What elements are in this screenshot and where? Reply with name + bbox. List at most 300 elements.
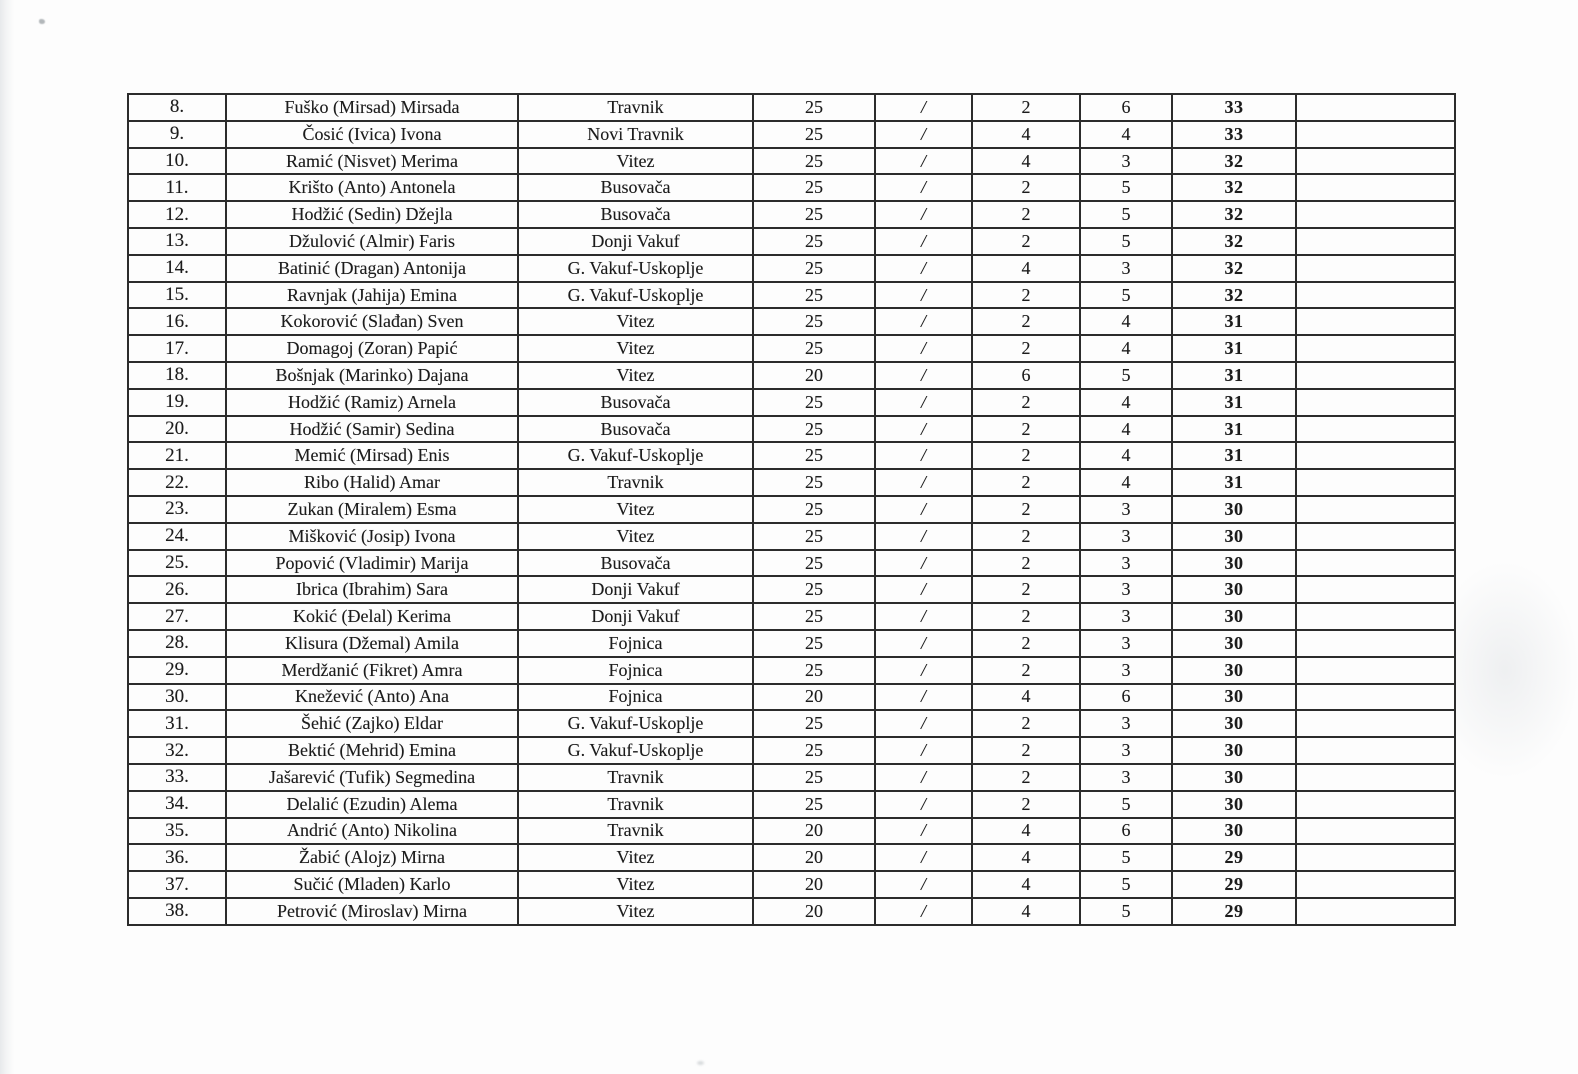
rank-cell: 13. — [128, 228, 226, 255]
total-cell: 30 — [1172, 710, 1296, 737]
notes-cell — [1296, 255, 1455, 282]
notes-cell — [1296, 764, 1455, 791]
table-row — [128, 255, 1455, 282]
table-row — [128, 684, 1455, 711]
city-cell: Travnik — [518, 818, 753, 845]
total-cell: 31 — [1172, 416, 1296, 443]
score-b-cell: 2 — [972, 94, 1080, 121]
score-a-cell: 25 — [753, 603, 875, 630]
table-row — [128, 442, 1455, 469]
name-cell: Žabić (Alojz) Mirna — [226, 844, 518, 871]
table-row — [128, 710, 1455, 737]
slash-cell: / — [875, 335, 972, 362]
score-c-cell: 6 — [1080, 684, 1172, 711]
total-cell: 30 — [1172, 576, 1296, 603]
city-cell: Busovača — [518, 416, 753, 443]
total-cell: 32 — [1172, 201, 1296, 228]
total-cell: 31 — [1172, 469, 1296, 496]
score-b-cell: 4 — [972, 844, 1080, 871]
table-row — [128, 282, 1455, 309]
name-cell: Hodžić (Ramiz) Arnela — [226, 389, 518, 416]
slash-cell: / — [875, 148, 972, 175]
rank-cell: 23. — [128, 496, 226, 523]
table-row — [128, 791, 1455, 818]
score-a-cell: 25 — [753, 737, 875, 764]
slash-cell: / — [875, 228, 972, 255]
total-cell: 32 — [1172, 282, 1296, 309]
slash-cell: / — [875, 818, 972, 845]
score-a-cell: 20 — [753, 871, 875, 898]
rank-cell: 34. — [128, 791, 226, 818]
notes-cell — [1296, 576, 1455, 603]
slash-cell: / — [875, 898, 972, 925]
name-cell: Mišković (Josip) Ivona — [226, 523, 518, 550]
table-row — [128, 148, 1455, 175]
rank-cell: 35. — [128, 818, 226, 845]
name-cell: Čosić (Ivica) Ivona — [226, 121, 518, 148]
notes-cell — [1296, 282, 1455, 309]
city-cell: Vitez — [518, 898, 753, 925]
score-b-cell: 2 — [972, 469, 1080, 496]
notes-cell — [1296, 550, 1455, 577]
table-row — [128, 630, 1455, 657]
rank-cell: 12. — [128, 201, 226, 228]
name-cell: Šehić (Zajko) Eldar — [226, 710, 518, 737]
city-cell: Vitez — [518, 844, 753, 871]
slash-cell: / — [875, 255, 972, 282]
table-row — [128, 657, 1455, 684]
name-cell: Andrić (Anto) Nikolina — [226, 818, 518, 845]
rank-cell: 18. — [128, 362, 226, 389]
notes-cell — [1296, 148, 1455, 175]
notes-cell — [1296, 523, 1455, 550]
score-b-cell: 2 — [972, 335, 1080, 362]
name-cell: Ibrica (Ibrahim) Sara — [226, 576, 518, 603]
slash-cell: / — [875, 523, 972, 550]
score-b-cell: 2 — [972, 201, 1080, 228]
score-b-cell: 2 — [972, 523, 1080, 550]
city-cell: Donji Vakuf — [518, 603, 753, 630]
score-a-cell: 25 — [753, 657, 875, 684]
score-a-cell: 25 — [753, 710, 875, 737]
name-cell: Kokorović (Slađan) Sven — [226, 308, 518, 335]
score-a-cell: 25 — [753, 94, 875, 121]
score-b-cell: 2 — [972, 416, 1080, 443]
rank-cell: 32. — [128, 737, 226, 764]
name-cell: Delalić (Ezudin) Alema — [226, 791, 518, 818]
results-table — [127, 93, 1456, 926]
notes-cell — [1296, 228, 1455, 255]
table-row — [128, 121, 1455, 148]
score-c-cell: 3 — [1080, 255, 1172, 282]
slash-cell: / — [875, 844, 972, 871]
slash-cell: / — [875, 442, 972, 469]
slash-cell: / — [875, 174, 972, 201]
score-a-cell: 20 — [753, 684, 875, 711]
city-cell: Fojnica — [518, 630, 753, 657]
notes-cell — [1296, 362, 1455, 389]
total-cell: 30 — [1172, 496, 1296, 523]
city-cell: Busovača — [518, 174, 753, 201]
slash-cell: / — [875, 737, 972, 764]
table-row — [128, 496, 1455, 523]
rank-cell: 38. — [128, 898, 226, 925]
notes-cell — [1296, 496, 1455, 523]
score-c-cell: 5 — [1080, 871, 1172, 898]
slash-cell: / — [875, 710, 972, 737]
slash-cell: / — [875, 469, 972, 496]
scan-speck — [697, 1061, 704, 1065]
name-cell: Bošnjak (Marinko) Dajana — [226, 362, 518, 389]
rank-cell: 16. — [128, 308, 226, 335]
slash-cell: / — [875, 550, 972, 577]
table-row — [128, 550, 1455, 577]
score-a-cell: 20 — [753, 898, 875, 925]
score-b-cell: 2 — [972, 174, 1080, 201]
notes-cell — [1296, 121, 1455, 148]
score-a-cell: 25 — [753, 308, 875, 335]
notes-cell — [1296, 469, 1455, 496]
city-cell: Novi Travnik — [518, 121, 753, 148]
rank-cell: 21. — [128, 442, 226, 469]
notes-cell — [1296, 94, 1455, 121]
name-cell: Ramić (Nisvet) Merima — [226, 148, 518, 175]
name-cell: Kokić (Đelal) Kerima — [226, 603, 518, 630]
score-b-cell: 4 — [972, 684, 1080, 711]
rank-cell: 14. — [128, 255, 226, 282]
score-a-cell: 20 — [753, 818, 875, 845]
score-c-cell: 5 — [1080, 201, 1172, 228]
score-a-cell: 25 — [753, 148, 875, 175]
notes-cell — [1296, 818, 1455, 845]
total-cell: 30 — [1172, 523, 1296, 550]
rank-cell: 37. — [128, 871, 226, 898]
total-cell: 30 — [1172, 737, 1296, 764]
slash-cell: / — [875, 121, 972, 148]
name-cell: Hodžić (Samir) Sedina — [226, 416, 518, 443]
total-cell: 30 — [1172, 791, 1296, 818]
score-a-cell: 25 — [753, 764, 875, 791]
name-cell: Fuško (Mirsad) Mirsada — [226, 94, 518, 121]
score-b-cell: 4 — [972, 871, 1080, 898]
table-row — [128, 844, 1455, 871]
table-row — [128, 228, 1455, 255]
score-c-cell: 5 — [1080, 844, 1172, 871]
notes-cell — [1296, 174, 1455, 201]
score-a-cell: 25 — [753, 442, 875, 469]
slash-cell: / — [875, 630, 972, 657]
city-cell: Travnik — [518, 791, 753, 818]
notes-cell — [1296, 308, 1455, 335]
total-cell: 31 — [1172, 362, 1296, 389]
name-cell: Knežević (Anto) Ana — [226, 684, 518, 711]
score-c-cell: 4 — [1080, 442, 1172, 469]
score-a-cell: 25 — [753, 416, 875, 443]
name-cell: Ravnjak (Jahija) Emina — [226, 282, 518, 309]
slash-cell: / — [875, 871, 972, 898]
score-b-cell: 2 — [972, 550, 1080, 577]
city-cell: Donji Vakuf — [518, 576, 753, 603]
score-c-cell: 5 — [1080, 228, 1172, 255]
table-row — [128, 308, 1455, 335]
score-c-cell: 5 — [1080, 174, 1172, 201]
name-cell: Zukan (Miralem) Esma — [226, 496, 518, 523]
score-c-cell: 3 — [1080, 737, 1172, 764]
score-b-cell: 4 — [972, 898, 1080, 925]
city-cell: G. Vakuf-Uskoplje — [518, 442, 753, 469]
score-b-cell: 2 — [972, 389, 1080, 416]
city-cell: Travnik — [518, 94, 753, 121]
score-a-cell: 25 — [753, 335, 875, 362]
total-cell: 32 — [1172, 174, 1296, 201]
score-a-cell: 25 — [753, 282, 875, 309]
slash-cell: / — [875, 791, 972, 818]
score-c-cell: 4 — [1080, 416, 1172, 443]
city-cell: Busovača — [518, 389, 753, 416]
city-cell: Donji Vakuf — [518, 228, 753, 255]
name-cell: Jašarević (Tufik) Segmedina — [226, 764, 518, 791]
score-c-cell: 4 — [1080, 335, 1172, 362]
score-a-cell: 25 — [753, 121, 875, 148]
results-table-container — [127, 93, 1454, 926]
total-cell: 30 — [1172, 818, 1296, 845]
score-c-cell: 4 — [1080, 469, 1172, 496]
name-cell: Merdžanić (Fikret) Amra — [226, 657, 518, 684]
score-c-cell: 3 — [1080, 550, 1172, 577]
scan-speck — [39, 19, 45, 24]
score-c-cell: 4 — [1080, 389, 1172, 416]
table-row — [128, 523, 1455, 550]
score-b-cell: 2 — [972, 442, 1080, 469]
rank-cell: 26. — [128, 576, 226, 603]
slash-cell: / — [875, 496, 972, 523]
score-a-cell: 25 — [753, 791, 875, 818]
score-a-cell: 25 — [753, 201, 875, 228]
score-b-cell: 4 — [972, 818, 1080, 845]
score-a-cell: 25 — [753, 174, 875, 201]
score-c-cell: 3 — [1080, 496, 1172, 523]
rank-cell: 11. — [128, 174, 226, 201]
total-cell: 32 — [1172, 148, 1296, 175]
rank-cell: 24. — [128, 523, 226, 550]
name-cell: Klisura (Džemal) Amila — [226, 630, 518, 657]
score-c-cell: 5 — [1080, 282, 1172, 309]
score-b-cell: 2 — [972, 576, 1080, 603]
score-c-cell: 3 — [1080, 657, 1172, 684]
slash-cell: / — [875, 603, 972, 630]
rank-cell: 29. — [128, 657, 226, 684]
table-row — [128, 362, 1455, 389]
rank-cell: 19. — [128, 389, 226, 416]
score-a-cell: 25 — [753, 228, 875, 255]
total-cell: 32 — [1172, 228, 1296, 255]
score-b-cell: 2 — [972, 282, 1080, 309]
score-c-cell: 3 — [1080, 576, 1172, 603]
city-cell: Fojnica — [518, 657, 753, 684]
city-cell: G. Vakuf-Uskoplje — [518, 255, 753, 282]
table-row — [128, 603, 1455, 630]
rank-cell: 33. — [128, 764, 226, 791]
notes-cell — [1296, 844, 1455, 871]
score-a-cell: 20 — [753, 844, 875, 871]
rank-cell: 10. — [128, 148, 226, 175]
slash-cell: / — [875, 389, 972, 416]
total-cell: 30 — [1172, 764, 1296, 791]
slash-cell: / — [875, 282, 972, 309]
rank-cell: 30. — [128, 684, 226, 711]
score-c-cell: 3 — [1080, 523, 1172, 550]
score-a-cell: 25 — [753, 630, 875, 657]
notes-cell — [1296, 201, 1455, 228]
score-b-cell: 2 — [972, 603, 1080, 630]
slash-cell: / — [875, 308, 972, 335]
score-b-cell: 2 — [972, 496, 1080, 523]
score-b-cell: 2 — [972, 710, 1080, 737]
notes-cell — [1296, 684, 1455, 711]
name-cell: Petrović (Miroslav) Mirna — [226, 898, 518, 925]
score-a-cell: 25 — [753, 496, 875, 523]
table-row — [128, 389, 1455, 416]
total-cell: 30 — [1172, 603, 1296, 630]
city-cell: Fojnica — [518, 684, 753, 711]
city-cell: G. Vakuf-Uskoplje — [518, 282, 753, 309]
notes-cell — [1296, 871, 1455, 898]
table-row — [128, 898, 1455, 925]
city-cell: Travnik — [518, 764, 753, 791]
score-c-cell: 4 — [1080, 121, 1172, 148]
score-c-cell: 3 — [1080, 603, 1172, 630]
name-cell: Hodžić (Sedin) Džejla — [226, 201, 518, 228]
total-cell: 30 — [1172, 657, 1296, 684]
score-b-cell: 4 — [972, 148, 1080, 175]
total-cell: 30 — [1172, 684, 1296, 711]
score-a-cell: 25 — [753, 576, 875, 603]
score-c-cell: 3 — [1080, 764, 1172, 791]
city-cell: Vitez — [518, 496, 753, 523]
total-cell: 29 — [1172, 898, 1296, 925]
score-c-cell: 5 — [1080, 362, 1172, 389]
name-cell: Ribo (Halid) Amar — [226, 469, 518, 496]
score-b-cell: 2 — [972, 791, 1080, 818]
rank-cell: 25. — [128, 550, 226, 577]
total-cell: 29 — [1172, 844, 1296, 871]
score-c-cell: 3 — [1080, 630, 1172, 657]
city-cell: Vitez — [518, 871, 753, 898]
rank-cell: 20. — [128, 416, 226, 443]
score-a-cell: 25 — [753, 469, 875, 496]
total-cell: 31 — [1172, 442, 1296, 469]
score-b-cell: 4 — [972, 121, 1080, 148]
city-cell: G. Vakuf-Uskoplje — [518, 710, 753, 737]
notes-cell — [1296, 416, 1455, 443]
rank-cell: 31. — [128, 710, 226, 737]
score-c-cell: 4 — [1080, 308, 1172, 335]
table-row — [128, 174, 1455, 201]
total-cell: 31 — [1172, 335, 1296, 362]
total-cell: 30 — [1172, 630, 1296, 657]
score-a-cell: 25 — [753, 550, 875, 577]
name-cell: Memić (Mirsad) Enis — [226, 442, 518, 469]
slash-cell: / — [875, 362, 972, 389]
table-row — [128, 818, 1455, 845]
score-b-cell: 2 — [972, 657, 1080, 684]
slash-cell: / — [875, 576, 972, 603]
notes-cell — [1296, 737, 1455, 764]
city-cell: Travnik — [518, 469, 753, 496]
name-cell: Domagoj (Zoran) Papić — [226, 335, 518, 362]
results-table-body — [128, 94, 1455, 925]
notes-cell — [1296, 442, 1455, 469]
rank-cell: 27. — [128, 603, 226, 630]
score-c-cell: 5 — [1080, 898, 1172, 925]
score-b-cell: 2 — [972, 228, 1080, 255]
table-row — [128, 469, 1455, 496]
city-cell: Vitez — [518, 148, 753, 175]
total-cell: 33 — [1172, 121, 1296, 148]
table-row — [128, 764, 1455, 791]
total-cell: 30 — [1172, 550, 1296, 577]
rank-cell: 9. — [128, 121, 226, 148]
name-cell: Sučić (Mladen) Karlo — [226, 871, 518, 898]
slash-cell: / — [875, 201, 972, 228]
rank-cell: 28. — [128, 630, 226, 657]
notes-cell — [1296, 630, 1455, 657]
total-cell: 29 — [1172, 871, 1296, 898]
score-b-cell: 2 — [972, 630, 1080, 657]
score-a-cell: 25 — [753, 255, 875, 282]
city-cell: Vitez — [518, 362, 753, 389]
total-cell: 32 — [1172, 255, 1296, 282]
notes-cell — [1296, 389, 1455, 416]
rank-cell: 8. — [128, 94, 226, 121]
score-b-cell: 2 — [972, 308, 1080, 335]
score-c-cell: 3 — [1080, 710, 1172, 737]
table-row — [128, 416, 1455, 443]
city-cell: Busovača — [518, 550, 753, 577]
slash-cell: / — [875, 416, 972, 443]
slash-cell: / — [875, 94, 972, 121]
name-cell: Batinić (Dragan) Antonija — [226, 255, 518, 282]
table-row — [128, 94, 1455, 121]
table-row — [128, 201, 1455, 228]
score-a-cell: 20 — [753, 362, 875, 389]
notes-cell — [1296, 791, 1455, 818]
score-c-cell: 6 — [1080, 94, 1172, 121]
total-cell: 31 — [1172, 308, 1296, 335]
score-b-cell: 2 — [972, 737, 1080, 764]
notes-cell — [1296, 603, 1455, 630]
score-c-cell: 5 — [1080, 791, 1172, 818]
slash-cell: / — [875, 657, 972, 684]
notes-cell — [1296, 657, 1455, 684]
rank-cell: 36. — [128, 844, 226, 871]
name-cell: Popović (Vladimir) Marija — [226, 550, 518, 577]
rank-cell: 15. — [128, 282, 226, 309]
rank-cell: 17. — [128, 335, 226, 362]
city-cell: G. Vakuf-Uskoplje — [518, 737, 753, 764]
notes-cell — [1296, 898, 1455, 925]
rank-cell: 22. — [128, 469, 226, 496]
total-cell: 31 — [1172, 389, 1296, 416]
table-row — [128, 871, 1455, 898]
score-b-cell: 4 — [972, 255, 1080, 282]
slash-cell: / — [875, 764, 972, 791]
city-cell: Vitez — [518, 523, 753, 550]
score-c-cell: 3 — [1080, 148, 1172, 175]
city-cell: Vitez — [518, 335, 753, 362]
score-b-cell: 2 — [972, 764, 1080, 791]
total-cell: 33 — [1172, 94, 1296, 121]
